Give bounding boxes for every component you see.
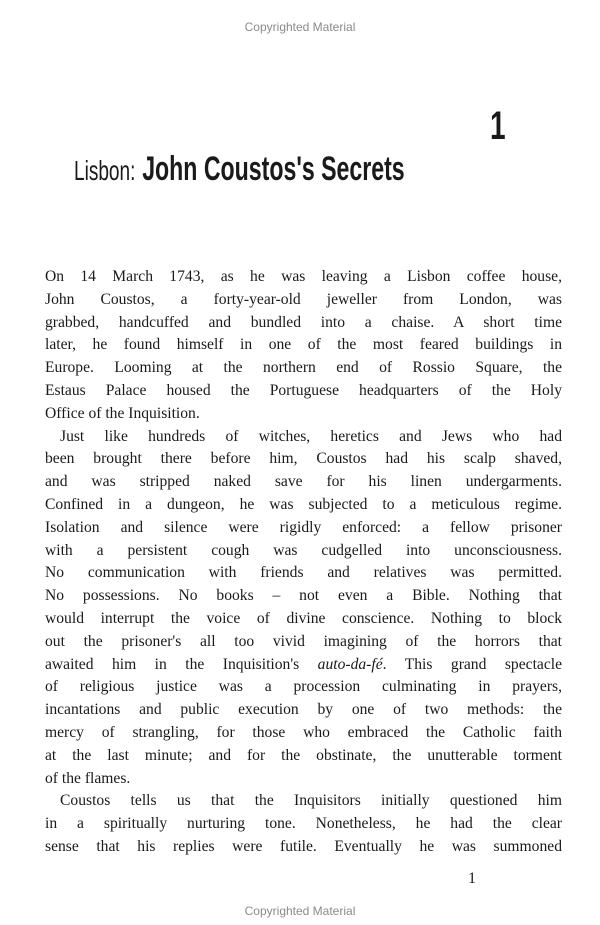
watermark-top: Copyrighted Material [244, 20, 356, 34]
text-line: Office of the Inquisition. [45, 404, 200, 422]
text-line: awaited him in the Inquisition's auto-da-fé. This grand spectacle [45, 655, 562, 673]
chapter-title-main: John Coustos's Secrets [142, 150, 405, 188]
italic-term: auto-da-fé [317, 655, 383, 673]
text-line: and was stripped naked save for his linen undergarments. [45, 473, 562, 491]
text-line: of the flames. [45, 769, 131, 787]
text-line: out the prisoner's all too vivid imagining of the horrors that [45, 632, 562, 650]
text-line: Coustos tells us that the Inquisitors initially questioned him [60, 792, 562, 810]
text-line: Confined in a dungeon, he was subjected to a meticulous regime. [45, 495, 562, 513]
text-line: Isolation and silence were rigidly enforced: a fellow prisoner [45, 518, 562, 536]
text-line: at the last minute; and for the obstinate, the unutterable torment [45, 746, 562, 764]
text-line: been brought there before him, Coustos had his scalp shaved, [45, 450, 562, 468]
text-line: grabbed, handcuffed and bundled into a chaise. A short time [45, 313, 562, 331]
text-line: sense that his replies were futile. Eventually he was summoned [45, 837, 562, 855]
text-line: in a spiritually nurturing tone. Nonetheless, he had the clear [45, 815, 562, 833]
text-line: Europe. Looming at the northern end of Rossio Square, the [45, 359, 562, 377]
text-line: Just like hundreds of witches, heretics and Jews who had [60, 427, 562, 445]
text-line: No possessions. No books – not even a Bible. Nothing that [45, 587, 562, 605]
watermark-bottom: Copyrighted Material [244, 904, 356, 918]
text-line: On 14 March 1743, as he was leaving a Lisbon coffee house, [45, 268, 562, 285]
text-line: would interrupt the voice of divine conscience. Nothing to block [45, 609, 562, 627]
body-text [45, 266, 562, 859]
chapter-title [74, 150, 405, 189]
chapter-number: 1 [490, 104, 506, 148]
text-line: with a persistent cough was cudgelled into unconsciousness. [45, 541, 562, 559]
text-line: Estaus Palace housed the Portuguese headquarters of the Holy [45, 381, 562, 399]
page-number: 1 [468, 870, 476, 887]
text-line: mercy of strangling, for those who embraced the Catholic faith [45, 723, 562, 741]
text-line: later, he found himself in one of the most feared buildings in [45, 336, 562, 354]
text-line: No communication with friends and relatives was permitted. [45, 564, 562, 582]
text-line: of religious justice was a procession culminating in prayers, [45, 678, 562, 696]
text-line: incantations and public execution by one of two methods: the [45, 701, 562, 719]
text-line: John Coustos, a forty-year-old jeweller from London, was [45, 290, 562, 308]
chapter-title-prefix: Lisbon: [74, 155, 136, 186]
